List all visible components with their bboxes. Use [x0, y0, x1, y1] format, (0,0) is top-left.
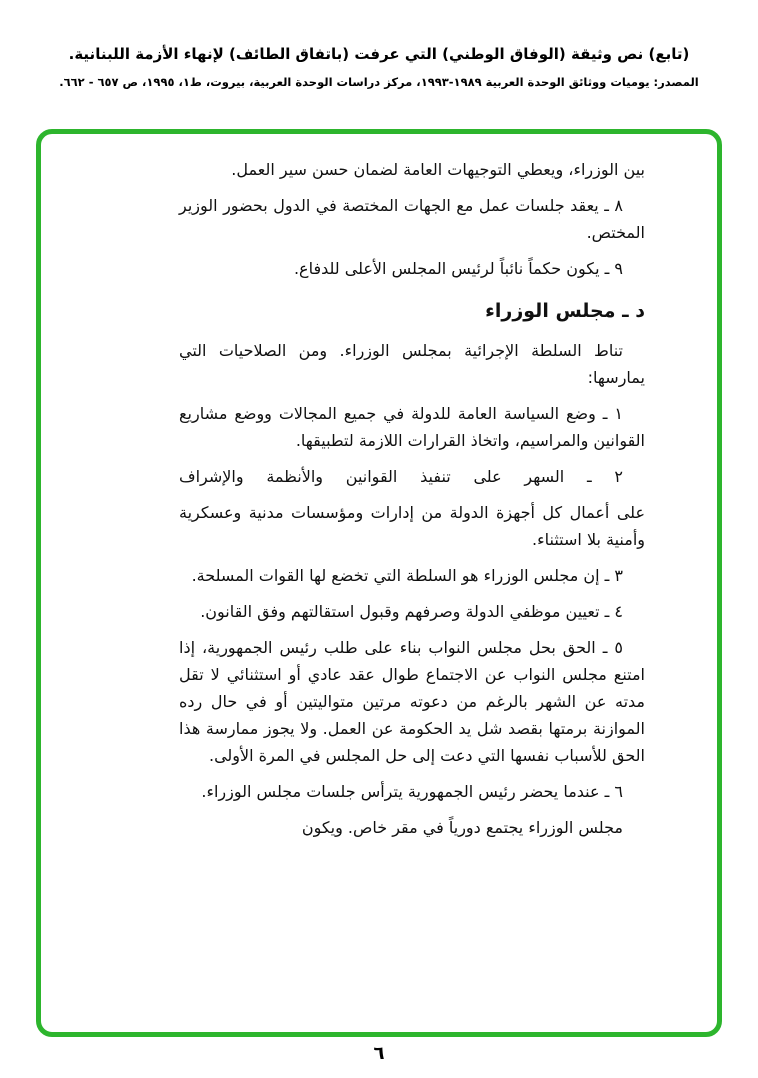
source-citation: المصدر: يوميات ووثائق الوحدة العربية ١٩٨٩-١٩٩٣، مركز دراسات الوحدة العربية، بيروت، ط١، ١٩٩٥، ص ٦٥٧ - ٦٦٢.: [59, 75, 699, 89]
paragraph-item-1: ١ ـ وضع السياسة العامة للدولة في جميع المجالات ووضع مشاريع القوانين والمراسيم، واتخاذ القرارات اللازمة لتطبيقها.: [179, 403, 645, 450]
paragraph-item-9: ٩ ـ يكون حكماً نائباً لرئيس المجلس الأعلى للدفاع.: [293, 259, 623, 278]
paragraph-item-5: ٥ ـ الحق بحل مجلس النواب بناء على طلب رئيس الجمهورية، إذا امتنع مجلس النواب عن الاجتماع طوال عقد عادي أو استثنائي لا تقل مدته عن الشهر بالرغم من دعوته مرتين متواليتين أو في حال رده الموازنة برمتها بقصد شل يد الحكومة عن العمل. ولا يجوز ممارسة هذا الحق للأسباب نفسها التي دعت إلى حل المجلس في المرة الأولى.: [179, 637, 645, 765]
paragraph-item-2: ٢ ـ السهر على تنفيذ القوانين والأنظمة والإشراف: [179, 466, 623, 486]
document-header: [0, 44, 758, 90]
section-heading-council-of-ministers: د ـ مجلس الوزراء: [485, 300, 645, 322]
paragraph-section-intro: تناط السلطة الإجرائية بمجلس الوزراء. ومن الصلاحيات التي يمارسها:: [179, 340, 645, 387]
paragraph-item-2-continuation: على أعمال كل أجهزة الدولة من إدارات ومؤسسات مدنية وعسكرية وأمنية بلا استثناء.: [179, 502, 645, 549]
page-footer: [0, 1043, 758, 1064]
paragraph-item-4: ٤ ـ تعيين موظفي الدولة وصرفهم وقبول استقالتهم وفق القانون.: [200, 601, 623, 621]
paragraph-item-8: ٨ ـ يعقد جلسات عمل مع الجهات المختصة في الدول بحضور الوزير المختص.: [179, 196, 645, 242]
paragraph-item-6: ٦ ـ عندما يحضر رئيس الجمهورية يترأس جلسات مجلس الوزراء.: [201, 781, 623, 801]
header-title: (تابع) نص وثيقة (الوفاق الوطني) التي عرفت (باتفاق الطائف) لإنهاء الأزمة اللبنانية.: [68, 45, 690, 63]
paragraph-continuation: بين الوزراء، ويعطي التوجيهات العامة لضمان حسن سير العمل.: [231, 160, 645, 179]
paragraph-closing: مجلس الوزراء يجتمع دورياً في مقر خاص. ويكون: [301, 817, 623, 837]
page-number: ٦: [373, 1043, 385, 1064]
green-frame: [36, 129, 722, 1037]
document-body: [179, 156, 645, 841]
paragraph-item-3: ٣ ـ إن مجلس الوزراء هو السلطة التي تخضع لها القوات المسلحة.: [191, 565, 623, 585]
